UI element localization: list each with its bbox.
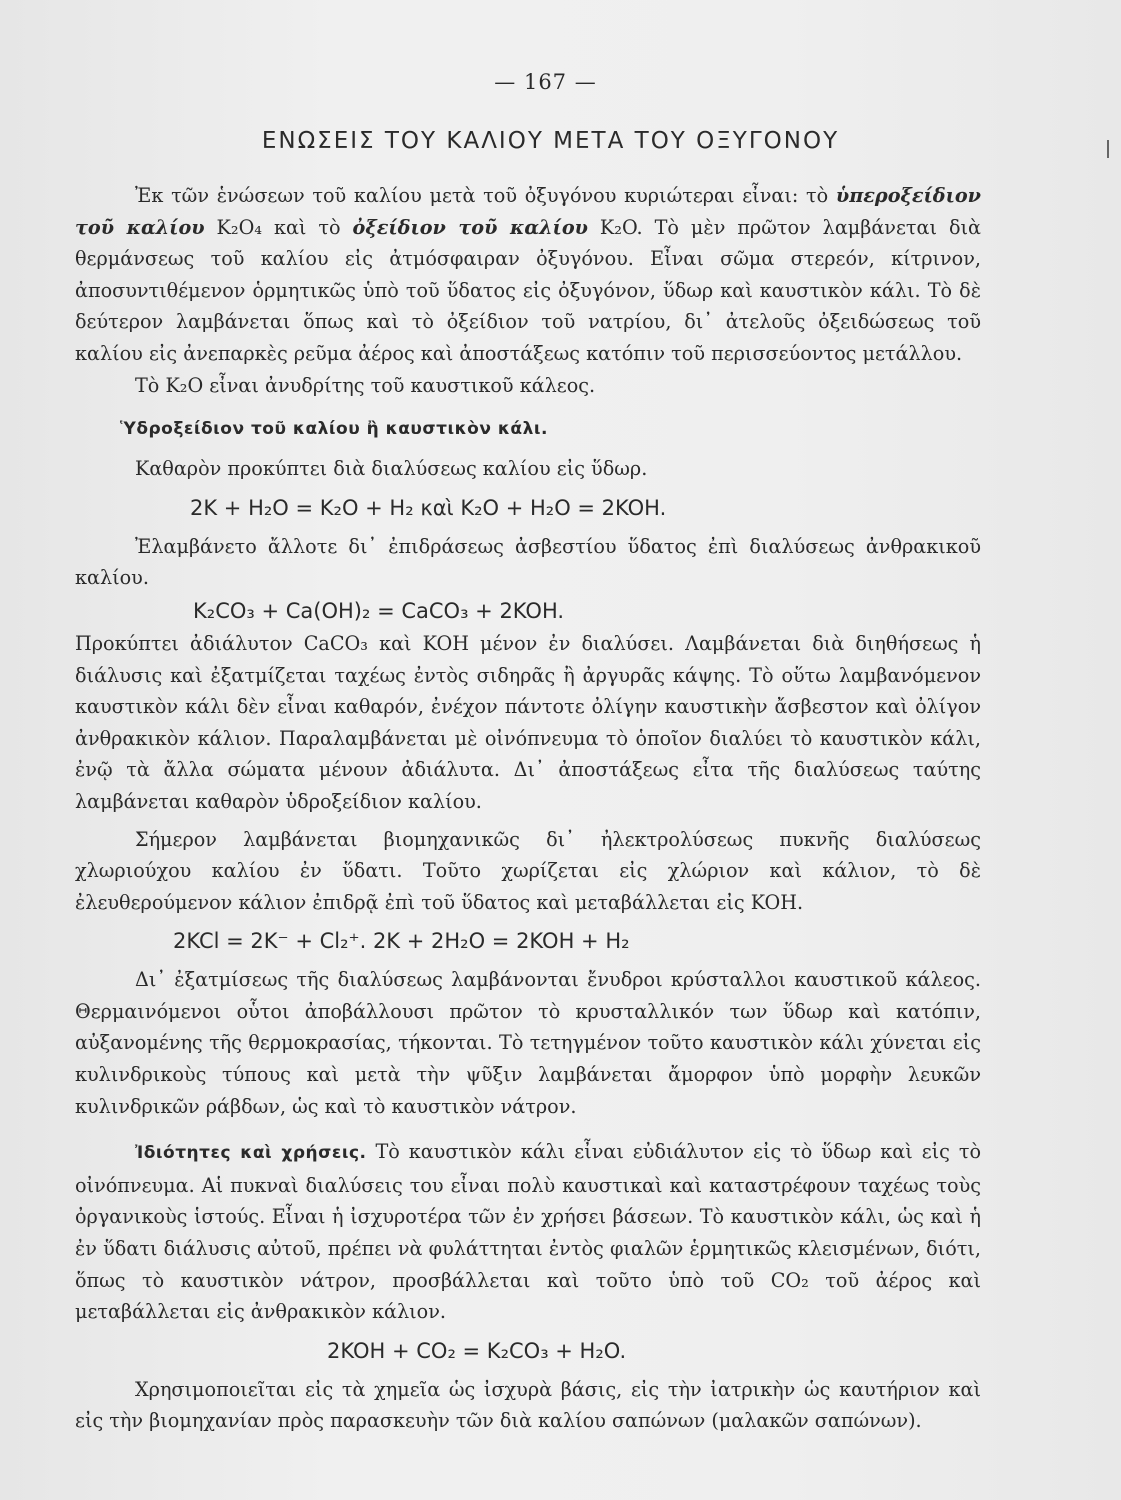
intro-text-b: K₂O₄ καὶ τὸ	[204, 215, 353, 239]
equation-potassium-water: 2K + H₂O = K₂O + H₂ καὶ K₂O + H₂O = 2KOH.	[190, 495, 667, 520]
chapter-title: ΕΝΩΣΕΙΣ ΤΟΥ ΚΑΛΙΟΥ ΜΕΤΑ ΤΟΥ ΟΞΥΓΟΝΟΥ	[261, 128, 840, 154]
intro-text-c: K₂O. Τὸ μὲν πρῶτον λαμβάνεται διὰ θερμάνσεως τοῦ καλίου εἰς ἀτμόσφαιραν ὀξυγόνου. Εἶναι σῶμα στερεόν, κίτρινον, ἀποσυντιθέμενον ὁρμητικῶς ὑπὸ τοῦ ὕδατος εἰς ὀξυγόνον, ὕδωρ καὶ καυστικὸν κάλι. Τὸ δὲ δεύτερον λαμβάνεται ὅπως καὶ τὸ ὀξείδιον τοῦ νατρίου, δι᾽ ἀτελοῦς ὀξειδώσεως τοῦ καλίου εἰς ἀνεπαρκὲς ρεῦμα ἀέρος καὶ ἀποστάξεως κατόπιν τοῦ περισσεύοντος μετάλλου.	[75, 215, 981, 365]
intro-paragraph	[75, 180, 981, 370]
hydroxide-filtration-paragraph: Προκύπτει ἀδιάλυτον CaCO₃ καὶ KOH μένον ἐν διαλύσει. Λαμβάνεται διὰ διηθήσεως ἡ διάλυσις καὶ ἐξατμίζεται ταχέως ἐντὸς σιδηρᾶς ἢ ἀργυρᾶς κάψης. Τὸ οὕτω λαμβανόμενον καυστικὸν κάλι δὲν εἶναι καθαρόν, ἐνέχον πάντοτε ὀλίγην καυστικὴν ἄσβεστον καὶ ὀλίγον ἀνθρακικὸν κάλιον. Παραλαμβάνεται μὲ οἰνόπνευμα τὸ ὁποῖον διαλύει τὸ καυστικὸν κάλι, ἐνῷ τὰ ἄλλα σώματα μένουν ἀδιάλυτα. Δι᾽ ἀποστάξεως εἶτα τῆς διαλύσεως ταύτης λαμβάνεται καθαρὸν ὑδροξείδιον καλίου.	[75, 631, 981, 813]
term-oxide: ὀξείδιον τοῦ καλίου	[352, 215, 588, 239]
uses-paragraph: Χρησιμοποιεῖται εἰς τὰ χημεῖα ὡς ἰσχυρὰ βάσις, εἰς τὴν ἰατρικὴν ὡς καυτήριον καὶ εἰς τὴν βιομηχανίαν πρὸς παρασκευὴν τῶν διὰ καλίου σαπώνων (μαλακῶν σαπώνων).	[75, 1377, 981, 1433]
equation-electrolysis: 2KCl = 2K⁻ + Cl₂⁺. 2K + 2H₂O = 2KOH + H₂	[173, 929, 630, 954]
section-heading-properties: Ἰδιότητες καὶ χρήσεις.	[135, 1143, 367, 1164]
term-peroxide: ὑπεροξείδιον τοῦ καλίου	[75, 184, 981, 239]
hydroxide-electrolysis-paragraph: Σήμερον λαμβάνεται βιομηχανικῶς δι᾽ ἠλεκτρολύσεως πυκνῆς διαλύσεως χλωριούχου καλίου ἐν ὕδατι. Τοῦτο χωρίζεται εἰς χλώριον καὶ κάλιον, τὸ δὲ ἐλευθερούμενον κάλιον ἐπιδρᾷ ἐπὶ τοῦ ὕδατος καὶ μεταβάλλεται εἰς KOH.	[75, 827, 981, 914]
page-number: — 167 —	[494, 70, 597, 94]
hydroxide-historic-method: Ἐλαμβάνετο ἄλλοτε δι᾽ ἐπιδράσεως ἀσβεστίου ὕδατος ἐπὶ διαλύσεως ἀνθρακικοῦ καλίου.	[75, 534, 981, 590]
intro-text-a: Ἐκ τῶν ἑνώσεων τοῦ καλίου μετὰ τοῦ ὀξυγόνου κυριώτεραι εἶναι: τὸ	[135, 184, 836, 207]
properties-paragraph	[75, 1136, 981, 1328]
section-heading-hydroxide: Ὑδροξείδιον τοῦ καλίου ἢ καυστικὸν κάλι.	[120, 419, 548, 440]
intro-anhydride-line: Τὸ K₂O εἶναι ἀνυδρίτης τοῦ καυστικοῦ κάλεος.	[135, 373, 596, 397]
equation-carbon-dioxide: 2KOH + CO₂ = K₂CO₃ + H₂O.	[327, 1338, 627, 1363]
equation-carbonate-lime: K₂CO₃ + Ca(OH)₂ = CaCO₃ + 2KOH.	[193, 598, 565, 623]
hydroxide-crystals-paragraph: Δι᾽ ἐξατμίσεως τῆς διαλύσεως λαμβάνονται ἔνυδροι κρύσταλλοι καυστικοῦ κάλεος. Θερμαινόμενοι οὗτοι ἀποβάλλουσι πρῶτον τὸ κρυσταλλικόν των ὕδωρ καὶ κατόπιν, αὐξανομένης τῆς θερμοκρασίας, τήκονται. Τὸ τετηγμένον τοῦτο καυστικὸν κάλι χύνεται εἰς κυλινδρικοὺς τύπους καὶ μετὰ τὴν ψῦξιν λαμβάνεται ἄμορφον ὑπὸ μορφὴν λευκῶν κυλινδρικῶν ράβδων, ὡς καὶ τὸ καυστικὸν νάτρον.	[75, 968, 981, 1118]
page-edge-mark	[1107, 140, 1109, 158]
properties-text: Τὸ καυστικὸν κάλι εἶναι εὐδιάλυτον εἰς τὸ ὕδωρ καὶ εἰς τὸ οἰνόπνευμα. Αἱ πυκναὶ διαλύσεις του εἶναι πολὺ καυστικαὶ καὶ καταστρέφουν ταχέως τοὺς ὀργανικοὺς ἱστούς. Εἶναι ἡ ἰσχυροτέρα τῶν ἐν χρήσει βάσεων. Τὸ καυστικὸν κάλι, ὡς καὶ ἡ ἐν ὕδατι διάλυσις αὐτοῦ, πρέπει νὰ φυλάττηται ἐντὸς φιαλῶν ἑρμητικῶς κλεισμένων, διότι, ὅπως τὸ καυστικὸν νάτρον, προσβάλλεται καὶ τοῦτο ὑπὸ τοῦ CO₂ τοῦ ἀέρος καὶ μεταβάλλεται εἰς ἀνθρακικὸν κάλιον.	[75, 1140, 981, 1324]
hydroxide-preparation-line: Καθαρὸν προκύπτει διὰ διαλύσεως καλίου εἰς ὕδωρ.	[135, 457, 648, 481]
